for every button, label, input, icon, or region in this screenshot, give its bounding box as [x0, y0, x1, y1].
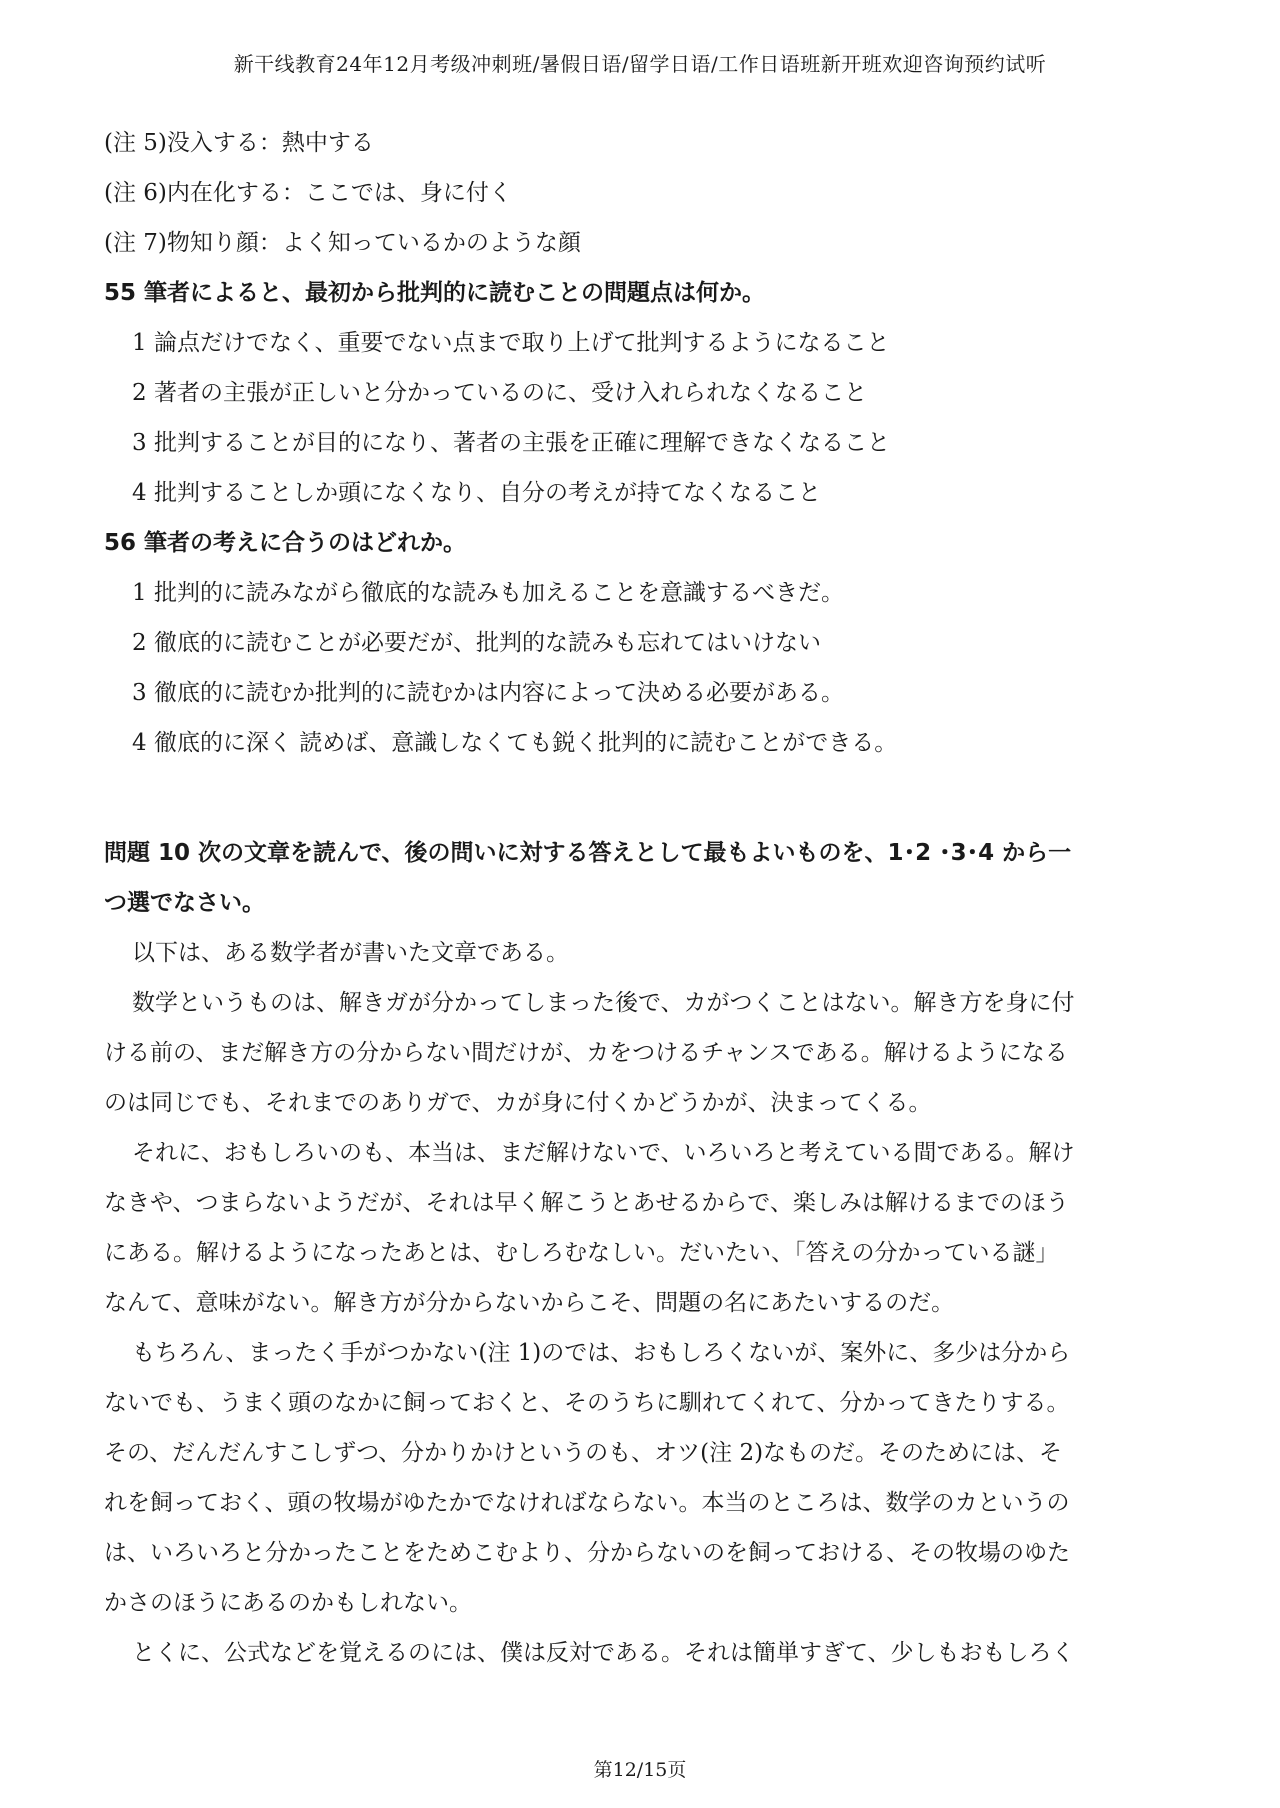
section-gap [104, 768, 1184, 828]
note-6: (注 6)内在化する：ここでは、身に付く [104, 180, 512, 206]
passage-line: なんて、意味がない。解き方が分からないからこそ、問題の名にあたいするのだ。 [104, 1290, 955, 1316]
passage-line: れを飼っておく、頭の牧場がゆたかでなければならない。本当のところは、数学のカというの [104, 1490, 1070, 1516]
q55-option-4: 4 批判することしか頭になくなり、自分の考えが持てなくなること [132, 480, 821, 506]
page-header: 新干线教育24年12月考级冲刺班/暑假日语/留学日语/工作日语班新开班欢迎咨询预约试听 [233, 52, 1047, 76]
passage-line: もちろん、まったく手がつかない(注 1)のでは、おもしろくないが、案外に、多少は分から [132, 1340, 1071, 1366]
page-number: 第12/15页 [593, 1759, 687, 1781]
passage-line: かさのほうにあるのかもしれない。 [104, 1590, 472, 1616]
passage-line: のは同じでも、それまでのありガで、カが身に付くかどうかが、決まってくる。 [104, 1090, 932, 1116]
question-56: 56 筆者の考えに合うのはどれか。 [104, 530, 467, 556]
passage-line: その、だんだんすこしずつ、分かりかけというのも、オツ(注 2)なものだ。そのためには、そ [104, 1440, 1063, 1466]
q55-option-2: 2 著者の主張が正しいと分かっているのに、受け入れられなくなること [132, 380, 867, 406]
page-content [104, 118, 1184, 1678]
q56-option-3: 3 徹底的に読むか批判的に読むかは内容によって決める必要がある。 [132, 680, 844, 706]
passage-intro: 以下は、ある数学者が書いた文章である。 [132, 940, 569, 966]
note-5: (注 5)没入する：熱中する [104, 130, 374, 156]
q55-option-3: 3 批判することが目的になり、著者の主張を正確に理解できなくなること [132, 430, 890, 456]
mondai10-title-line-2: つ選でなさい。 [104, 890, 265, 916]
passage-line: 数学というものは、解きガが分かってしまった後で、カがつくことはない。解き方を身に付 [132, 990, 1075, 1016]
passage-line: は、いろいろと分かったことをためこむより、分からないのを飼っておける、その牧場のゆた [104, 1540, 1070, 1566]
q56-option-4: 4 徹底的に深く 読めば、意識しなくても鋭く批判的に読むことができる。 [132, 730, 898, 756]
q55-option-1: 1 論点だけでなく、重要でない点まで取り上げて批判するようになること [132, 330, 890, 356]
question-55: 55 筆者によると、最初から批判的に読むことの問題点は何か。 [104, 280, 766, 306]
passage-line: ないでも、うまく頭のなかに飼っておくと、そのうちに馴れてくれて、分かってきたりする。 [104, 1390, 1070, 1416]
passage-line: ける前の、まだ解き方の分からない間だけが、カをつけるチャンスである。解けるようになる [104, 1040, 1068, 1066]
passage-line: とくに、公式などを覚えるのには、僕は反対である。それは簡単すぎて、少しもおもしろく [132, 1640, 1075, 1666]
passage-line: にある。解けるようになったあとは、むしろむなしい。だいたい、「答えの分かっている謎」 [104, 1240, 1059, 1266]
note-7: (注 7)物知り顔：よく知っているかのような顔 [104, 230, 581, 256]
passage-line: それに、おもしろいのも、本当は、まだ解けないで、いろいろと考えている間である。解け [132, 1140, 1075, 1166]
mondai10-title-line-1: 問題 10 次の文章を読んで、後の問いに対する答えとして最もよいものを、1･2 ･3･4 から一 [104, 840, 1072, 866]
q56-option-2: 2 徹底的に読むことが必要だが、批判的な読みも忘れてはいけない [132, 630, 821, 656]
q56-option-1: 1 批判的に読みながら徹底的な読みも加えることを意識するべきだ。 [132, 580, 844, 606]
passage-line: なきや、つまらないようだが、それは早く解こうとあせるからで、楽しみは解けるまでのほう [104, 1190, 1069, 1216]
